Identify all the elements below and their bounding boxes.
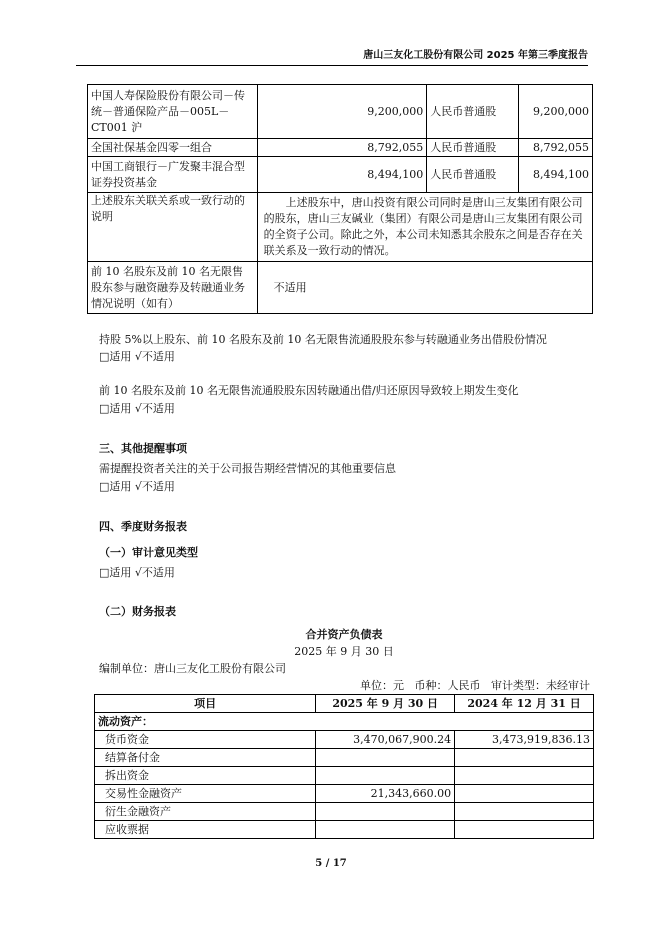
- page-number: 5 / 17: [315, 858, 347, 869]
- share-type: 人民币普通股: [427, 157, 519, 193]
- share-type: 人民币普通股: [427, 85, 519, 139]
- header-item: 项目: [95, 695, 316, 713]
- audit-title: （一）审计意见类型: [99, 546, 198, 559]
- section-label: 流动资产：: [95, 713, 594, 731]
- share-amount: 8,792,055: [519, 139, 593, 157]
- table-row: [88, 193, 593, 262]
- header-date-prior: 2024 年 12 月 31 日: [455, 695, 594, 713]
- table-row: [88, 262, 593, 314]
- relation-label: 上述股东关联关系或一致行动的说明: [88, 193, 258, 262]
- row-item: 货币资金: [95, 731, 316, 749]
- table-row: [88, 139, 593, 157]
- statements-title: （二）财务报表: [99, 605, 176, 618]
- shareholder-name: 全国社保基金四零一组合: [88, 139, 258, 157]
- relation-text: 上述股东中，唐山投资有限公司同时是唐山三友集团有限公司的股东，唐山三友碱业（集团）有限公司是唐山三友集团有限公司的全资子公司。除此之外，本公司未知悉其余股东之间是否存在关联关系及一致行动的情况。: [257, 193, 592, 262]
- table-row: [88, 157, 593, 193]
- shareholder-shares: 8,792,055: [257, 139, 427, 157]
- table-row: [95, 731, 594, 749]
- shareholder-shares: 8,494,100: [257, 157, 427, 193]
- balance-sheet-title: 合并资产负债表: [305, 628, 383, 641]
- audit-option: □适用 √不适用: [99, 566, 175, 579]
- row-value-prior: [455, 749, 594, 767]
- page-header: 唐山三友化工股份有限公司 2025 年第三季度报告: [76, 46, 588, 66]
- table-row: [95, 803, 594, 821]
- table-row: [95, 713, 594, 731]
- row-value-current: 21,343,660.00: [316, 785, 455, 803]
- shareholder-table: [87, 84, 593, 314]
- para2-option: □适用 √不适用: [99, 402, 175, 415]
- row-value-prior: [455, 821, 594, 839]
- row-item: 结算备付金: [95, 749, 316, 767]
- table-row: [88, 85, 593, 139]
- share-amount: 9,200,000: [519, 85, 593, 139]
- row-value-prior: [455, 785, 594, 803]
- balance-sheet-date: 2025 年 9 月 30 日: [294, 645, 394, 658]
- shareholder-shares: 9,200,000: [257, 85, 427, 139]
- shareholder-name: 中国工商银行－广发聚丰混合型证券投资基金: [88, 157, 258, 193]
- row-value-current: [316, 749, 455, 767]
- para1-title: 持股 5%以上股东、前 10 名股东及前 10 名无限售流通股股东参与转融通业务出借股份情况: [99, 333, 547, 346]
- financing-label: 前 10 名股东及前 10 名无限售股东参与融资融券及转融通业务情况说明（如有）: [88, 262, 258, 314]
- row-value-current: [316, 803, 455, 821]
- row-value-current: 3,470,067,900.24: [316, 731, 455, 749]
- section3-option: □适用 √不适用: [99, 480, 175, 493]
- row-value-prior: [455, 767, 594, 785]
- para2-title: 前 10 名股东及前 10 名无限售流通股股东因转融通出借/归还原因导致较上期发生变化: [99, 384, 519, 397]
- shareholder-name: 中国人寿保险股份有限公司－传统－普通保险产品－005L－CT001 沪: [88, 85, 258, 139]
- section4-title: 四、季度财务报表: [99, 520, 187, 533]
- para1-option: □适用 √不适用: [99, 350, 175, 363]
- units-line: 单位：元 币种：人民币 审计类型：未经审计: [360, 679, 590, 692]
- row-value-current: [316, 821, 455, 839]
- table-row: [95, 749, 594, 767]
- table-header-row: [95, 695, 594, 713]
- row-item: 拆出资金: [95, 767, 316, 785]
- share-amount: 8,494,100: [519, 157, 593, 193]
- section3-title: 三、其他提醒事项: [99, 442, 187, 455]
- row-value-prior: [455, 803, 594, 821]
- share-type: 人民币普通股: [427, 139, 519, 157]
- table-row: [95, 767, 594, 785]
- row-item: 应收票据: [95, 821, 316, 839]
- row-value-current: [316, 767, 455, 785]
- row-value-prior: 3,473,919,836.13: [455, 731, 594, 749]
- financing-text: 不适用: [257, 262, 592, 314]
- row-item: 衍生金融资产: [95, 803, 316, 821]
- section3-text: 需提醒投资者关注的关于公司报告期经营情况的其他重要信息: [99, 462, 396, 475]
- table-row: [95, 785, 594, 803]
- balance-sheet-table: [94, 694, 594, 839]
- preparer: 编制单位：唐山三友化工股份有限公司: [99, 662, 286, 675]
- header-date-current: 2025 年 9 月 30 日: [316, 695, 455, 713]
- table-row: [95, 821, 594, 839]
- row-item: 交易性金融资产: [95, 785, 316, 803]
